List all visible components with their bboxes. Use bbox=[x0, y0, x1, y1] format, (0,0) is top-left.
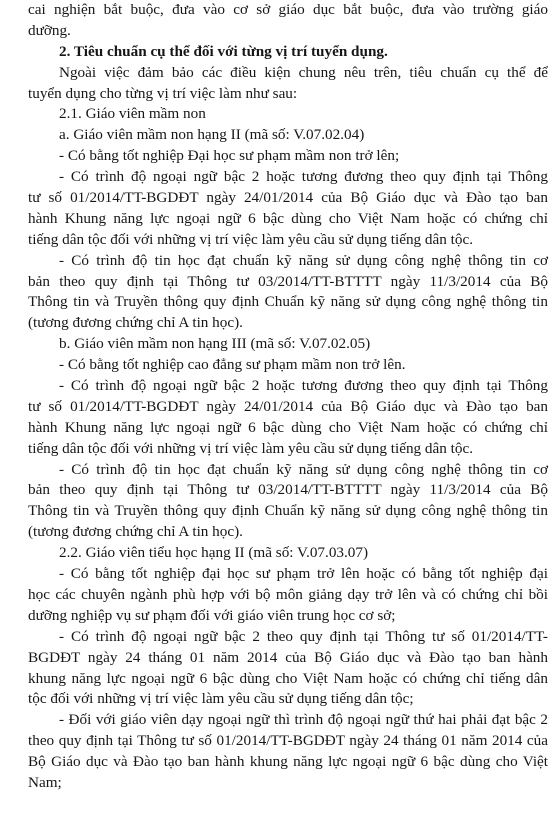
text-line: (tương đương chứng chỉ A tin học). bbox=[28, 523, 243, 541]
text-line: - Có bằng tốt nghiệp Đại học sư phạm mầm non trở lên; bbox=[59, 147, 400, 165]
text-line: tuyển dụng cho từng vị trí việc làm như sau: bbox=[28, 84, 298, 102]
text-line: - Có trình độ ngoại ngữ bậc 2 hoặc tương đương theo quy định tại Thông bbox=[59, 168, 548, 186]
text-line: tiếng dân tộc đối với những vị trí việc làm yêu cầu sử dụng tiếng dân tộc. bbox=[28, 230, 474, 248]
text-line: - Có trình độ tin học đạt chuẩn kỹ năng sử dụng công nghệ thông tin cơ bbox=[59, 460, 548, 478]
text-line: Thông tin và Truyền thông quy định Chuẩn kỹ năng sử dụng công nghệ thông tin bbox=[28, 502, 548, 520]
text-line: - Có trình độ ngoại ngữ bậc 2 hoặc tương đương theo quy định tại Thông bbox=[59, 377, 548, 395]
text-line: học các chuyên ngành phù hợp với bộ môn giảng dạy trở lên và có chứng chỉ bồi bbox=[28, 585, 548, 603]
text-line: Bộ Giáo dục và Đào tạo ban hành khung năng lực ngoại ngữ 6 bậc dùng cho Việt bbox=[28, 753, 548, 771]
text-line: dưỡng nghiệp vụ sư phạm đối với giáo viên trung học cơ sở; bbox=[28, 606, 396, 624]
text-line: hành Khung năng lực ngoại ngữ 6 bậc dùng cho Việt Nam hoặc có chứng chỉ bbox=[28, 418, 548, 436]
text-line: bản theo quy định tại Thông tư 03/2014/TT-BTTTT ngày 11/3/2014 của Bộ bbox=[28, 272, 548, 290]
text-line: theo quy định tại Thông tư số 01/2014/TT-BGDĐT ngày 24 tháng 01 năm 2014 của bbox=[28, 732, 548, 750]
text-line: khung năng lực ngoại ngữ 6 bậc dùng cho Việt Nam hoặc có chứng chỉ tiếng dân bbox=[28, 669, 548, 687]
text-line: tộc đối với những vị trí việc làm yêu cầu sử dụng tiếng dân tộc; bbox=[28, 690, 414, 708]
text-line: tiếng dân tộc đối với những vị trí việc làm yêu cầu sử dụng tiếng dân tộc. bbox=[28, 439, 474, 457]
text-line: Ngoài việc đảm bảo các điều kiện chung nêu trên, tiêu chuẩn cụ thể để bbox=[59, 63, 548, 81]
section-heading: 2. Tiêu chuẩn cụ thể đối với từng vị trí tuyển dụng. bbox=[59, 42, 388, 60]
text-line: b. Giáo viên mầm non hạng III (mã số: V.07.02.05) bbox=[59, 335, 371, 353]
text-line: (tương đương chứng chỉ A tin học). bbox=[28, 314, 243, 332]
text-line: - Có bằng tốt nghiệp đại học sư phạm trở lên hoặc có bằng tốt nghiệp đại bbox=[59, 565, 548, 583]
text-line: - Có trình độ tin học đạt chuẩn kỹ năng sử dụng công nghệ thông tin cơ bbox=[59, 251, 548, 269]
text-line: - Có trình độ ngoại ngữ bậc 2 theo quy định tại Thông tư số 01/2014/TT- bbox=[59, 627, 548, 645]
text-line: cai nghiện bắt buộc, đưa vào cơ sở giáo dục bắt buộc, đưa vào trường giáo bbox=[28, 1, 548, 18]
text-line: bản theo quy định tại Thông tư 03/2014/TT-BTTTT ngày 11/3/2014 của Bộ bbox=[28, 481, 548, 499]
text-line: - Đối với giáo viên dạy ngoại ngữ thì trình độ ngoại ngữ thứ hai phải đạt bậc 2 bbox=[59, 711, 548, 729]
text-line: Nam; bbox=[28, 773, 62, 791]
text-line: tư số 01/2014/TT-BGDĐT ngày 24/01/2014 của Bộ Giáo dục và Đào tạo ban bbox=[28, 397, 548, 415]
text-line: Thông tin và Truyền thông quy định Chuẩn kỹ năng sử dụng công nghệ thông tin bbox=[28, 293, 548, 311]
text-line: 2.1. Giáo viên mầm non bbox=[59, 105, 206, 123]
text-line: tư số 01/2014/TT-BGDĐT ngày 24/01/2014 của Bộ Giáo dục và Đào tạo ban bbox=[28, 189, 548, 207]
text-line: dưỡng. bbox=[28, 21, 71, 39]
text-line: 2.2. Giáo viên tiểu học hạng II (mã số: V.07.03.07) bbox=[59, 544, 369, 562]
text-line: BGDĐT ngày 24 tháng 01 năm 2014 của Bộ Giáo dục và Đào tạo ban hành bbox=[28, 648, 548, 666]
text-line: a. Giáo viên mầm non hạng II (mã số: V.07.02.04) bbox=[59, 126, 365, 144]
text-line: - Có bằng tốt nghiệp cao đẳng sư phạm mầm non trở lên. bbox=[59, 356, 406, 374]
text-line: hành Khung năng lực ngoại ngữ 6 bậc dùng cho Việt Nam hoặc có chứng chỉ bbox=[28, 209, 548, 227]
